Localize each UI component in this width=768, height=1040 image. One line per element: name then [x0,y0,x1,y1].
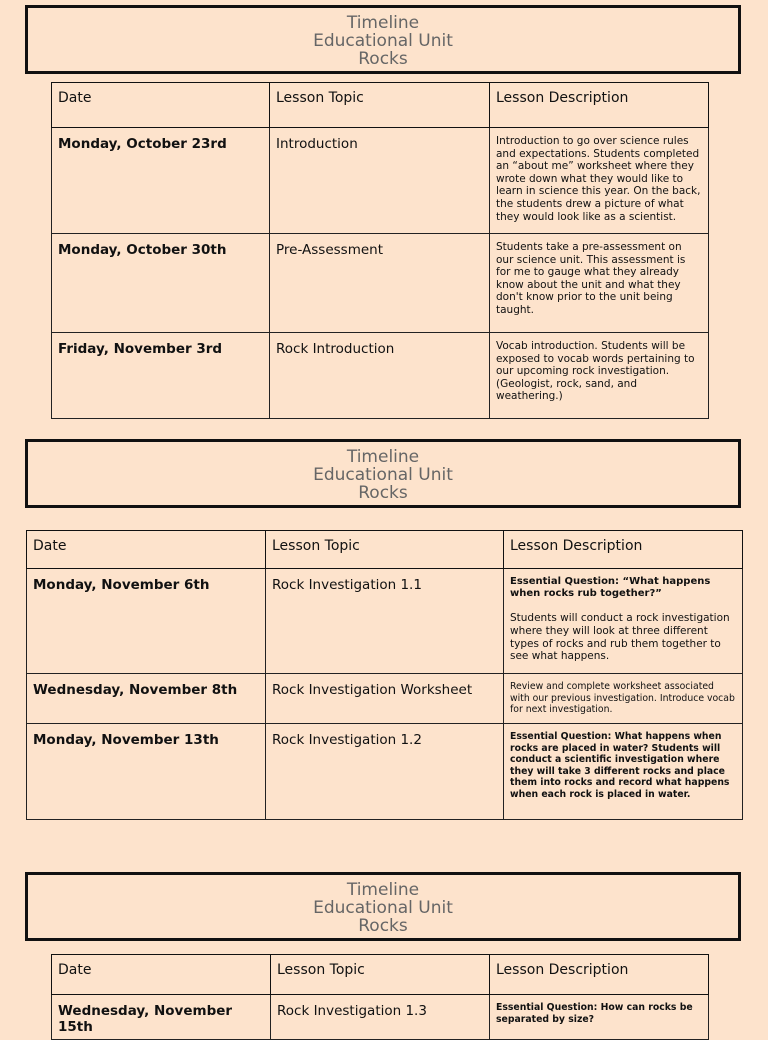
section-2-title-box [25,439,741,508]
header-date: Date [52,83,270,128]
header-description: Lesson Description [504,531,743,569]
table-row [52,333,709,419]
row-topic: Rock Investigation Worksheet [266,674,504,724]
row-date: Monday, October 30th [52,234,270,333]
description-text: Students will conduct a rock investigation where they will look at three different types of rocks and rub them together to see what happens. [510,612,730,663]
table-row [52,234,709,333]
title-line-timeline: Timeline [346,447,420,467]
row-topic: Rock Investigation 1.3 [271,995,490,1040]
table-row [27,569,743,674]
essential-question: Essential Question: “What happens when rocks rub together?” [510,576,711,599]
title-line-unit: Educational Unit [313,465,453,485]
row-date: Monday, November 6th [27,569,266,674]
table-header-row [52,83,709,128]
section-1-table [51,82,709,419]
header-date: Date [52,955,271,995]
row-date: Wednesday, November 8th [27,674,266,724]
title-line-unit: Educational Unit [313,31,453,51]
title-line-topic: Rocks [358,483,408,503]
header-date: Date [27,531,266,569]
row-topic: Rock Investigation 1.2 [266,724,504,820]
row-topic: Rock Investigation 1.1 [266,569,504,674]
table-header-row [52,955,709,995]
row-date: Monday, November 13th [27,724,266,820]
row-description: Review and complete worksheet associated with our previous investigation. Introduce vocab for next investigation. [504,674,743,724]
section-1-title-box [25,5,741,74]
title-line-unit: Educational Unit [313,898,453,918]
table-row [52,128,709,234]
title-line-topic: Rocks [358,916,408,936]
row-description: Essential Question: What happens when rocks are placed in water? Students will conduct a scientific investigation where they will take 3 different rocks and place them into rocks and record what happens when each rock is placed in water. [504,724,743,820]
header-description: Lesson Description [490,83,709,128]
header-topic: Lesson Topic [270,83,490,128]
row-description: Students take a pre-assessment on our science unit. This assessment is for me to gauge what they already know about the unit and what they don't know prior to the unit being taught. [490,234,709,333]
table-row [52,995,709,1040]
title-line-timeline: Timeline [346,880,420,900]
row-description: Vocab introduction. Students will be exposed to vocab words pertaining to our upcoming rock investigation. (Geologist, rock, sand, and weathering.) [490,333,709,419]
row-date: Friday, November 3rd [52,333,270,419]
table-row [27,724,743,820]
header-description: Lesson Description [490,955,709,995]
section-2-table [26,530,743,820]
row-description: Introduction to go over science rules and expectations. Students completed an “about me” worksheet where they wrote down what they would like to learn in science this year. On the back, the students drew a picture of what they would look like as a scientist. [490,128,709,234]
table-row [27,674,743,724]
row-description [504,569,743,674]
row-date: Wednesday, November 15th [52,995,271,1040]
table-header-row [27,531,743,569]
section-3-title-box [25,872,741,941]
section-3-table [51,954,709,1040]
row-date: Monday, October 23rd [52,128,270,234]
row-topic: Rock Introduction [270,333,490,419]
header-topic: Lesson Topic [271,955,490,995]
row-description: Essential Question: How can rocks be separated by size? [490,995,709,1040]
row-topic: Introduction [270,128,490,234]
row-topic: Pre-Assessment [270,234,490,333]
header-topic: Lesson Topic [266,531,504,569]
title-line-timeline: Timeline [346,13,420,33]
title-line-topic: Rocks [358,49,408,69]
